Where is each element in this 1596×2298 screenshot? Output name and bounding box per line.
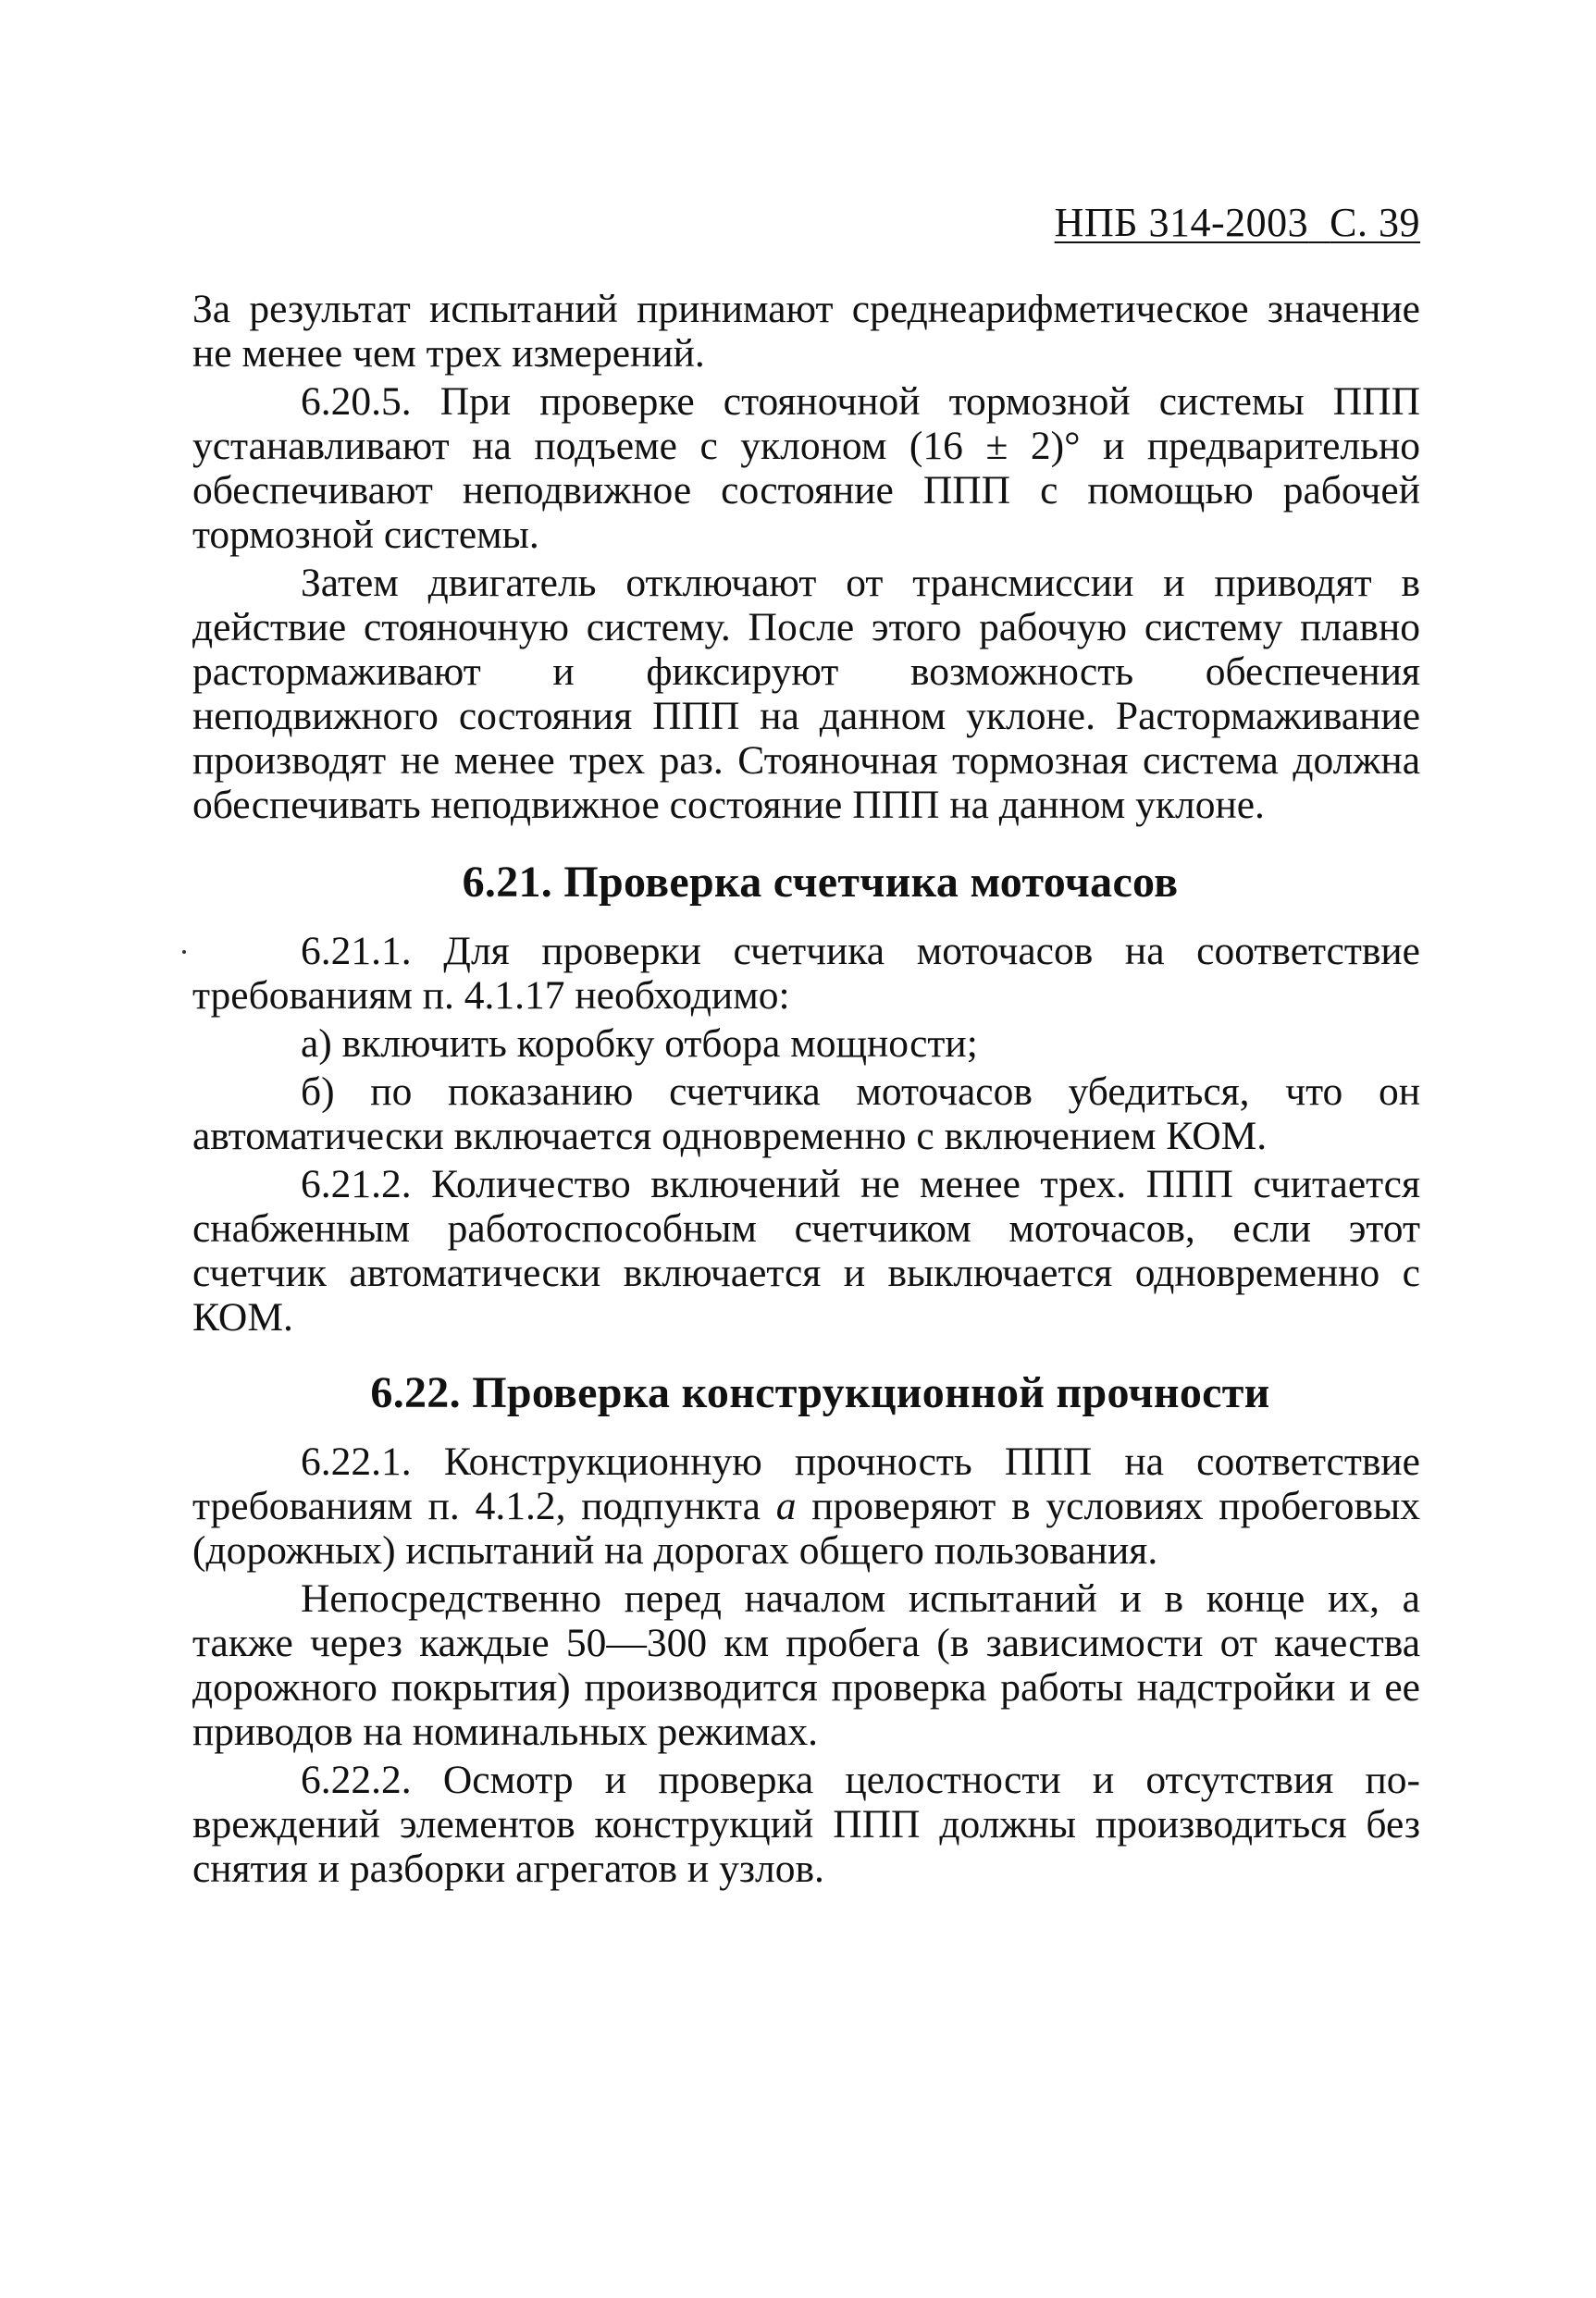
section-heading-6-22: 6.22. Проверка конструкционной прочности	[370, 1368, 1270, 1417]
page-header	[1055, 197, 1420, 249]
subitem-letter: а	[775, 1484, 797, 1528]
list-item-a: а) включить коробку отбора мощности;	[301, 1021, 978, 1066]
paragraph-6-22-1	[192, 1439, 1420, 1573]
section-heading-6-21: 6.21. Проверка счетчика моточасов	[462, 858, 1179, 907]
paragraph-6-22-1-start: 6.22.1. Конструкционную прочность ППП на соответствие требованиям п. 4.1.2, подпункта	[192, 1439, 1420, 1528]
header-doc-code: НПБ 314-2003	[1054, 200, 1309, 245]
paragraph-6-21-1: 6.21.1. Для проверки счетчика моточасов на соответствие требованиям п. 4.1.17 необходимо:	[192, 929, 1420, 1018]
list-item-b: б) по показанию счетчика моточасов убедиться, что он автоматически включается одновременно с включением КОМ.	[192, 1069, 1420, 1158]
paragraph-6-22-1-end: проверяют в условиях пробеговых (дорожных) испытаний на дорогах общего пользования.	[192, 1484, 1420, 1573]
scan-speck	[182, 950, 186, 954]
paragraph-parking-brake: Затем двигатель отключают от трансмиссии и приводят в действие стояночную систему. После этого рабочую систему плавно растормаживают и фиксируют возможность обеспечения неподвижного состояния ППП на данном уклоне. Растормаживание производят не менее трех раз. Стояночная тормозная система должна обеспечивать неподвижное состояние ППП на данном уклоне.	[192, 561, 1420, 827]
paragraph-result: За результат испытаний принимают среднеарифметическое значение не менее чем трех измерений.	[192, 287, 1420, 376]
page-body	[192, 287, 1420, 1891]
document-page	[192, 0, 1420, 2298]
paragraph-before-tests: Непосредственно перед началом испытаний и в конце их, а также через каждые 50—300 км пробега (в зависимости от качества дорожного покрытия) производится проверка работы надстройки и ее приводов на номинальных режимах.	[192, 1576, 1420, 1754]
header-page-number: С. 39	[1330, 200, 1420, 245]
paragraph-6-22-2: 6.22.2. Осмотр и проверка целостности и отсутствия повреждений элементов конструкций ППП должны производиться без снятия и разборки агрегатов и узлов.	[192, 1758, 1420, 1891]
paragraph-6-21-2: 6.21.2. Количество включений не менее трех. ППП считается снабженным работоспособным счетчиком моточасов, если этот счетчик автоматически включается и выключается одновременно с КОМ.	[192, 1162, 1420, 1340]
paragraph-6-20-5: 6.20.5. При проверке стояночной тормозной системы ППП устанавливают на подъеме с уклоном (16 ± 2)° и предварительно обеспечивают неподвижное состояние ППП с помощью рабочей тормозной системы.	[192, 379, 1420, 557]
